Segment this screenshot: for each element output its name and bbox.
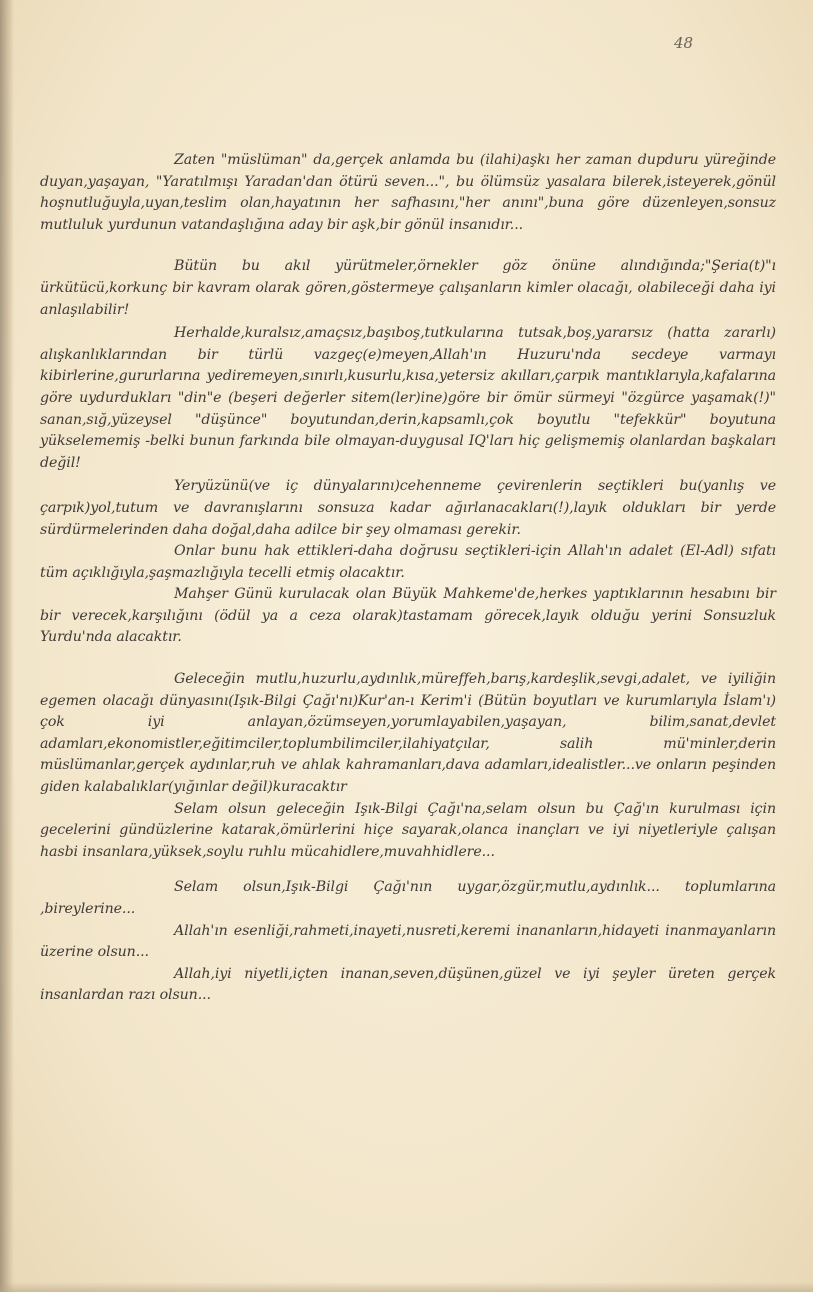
body-text	[40, 150, 776, 1007]
paragraph: Allah'ın esenliği,rahmeti,inayeti,nusreti,keremi inananların,hidayeti inanmayanların üzerine olsun...	[40, 922, 776, 961]
paragraph: Zaten "müslüman" da,gerçek anlamda bu (ilahi)aşkı her zaman dupduru yüreğinde duyan,yaşayan, "Yaratılmışı Yaradan'dan ötürü seven...", bu ölümsüz yasalara bilerek,isteyerek,gönül hoşnutluğuyla,uyan,teslim olan,hayatının her safhasını,"her anını",buna göre düzenleyen,sonsuz mutluluk yurdunun vatandaşlığına aday bir aşk,bir gönül insanıdır...	[40, 152, 776, 233]
paragraph: Yeryüzünü(ve iç dünyalarını)cehenneme çevirenlerin seçtikleri bu(yanlış ve çarpık)yol,tutum ve davranışlarını sonsuza kadar ağırlanacakları(!),layık oldukları bir yerde sürdürmelerinden daha doğal,daha adilce bir şey olmaması gerekir.	[40, 478, 776, 538]
paragraph: Herhalde,kuralsız,amaçsız,başıboş,tutkularına tutsak,boş,yararsız (hatta zararlı) alışkanlıklarından bir türlü vazgeç(e)meyen,Allah'ın Huzuru'nda secdeye varmayı kibirlerine,gururlarına yediremeyen,sınırlı,kusurlu,kısa,yetersiz akılları,çarpık mantıklarıyla,kafalarına göre uydurdukları "din"e (beşeri değerler sitem(ler)ine)göre bir ömür sürmeyi "özgürce yaşamak(!)" sanan,sığ,yüzeysel "düşünce" boyutundan,derin,kapsamlı,çok boyutlu "tefekkür" boyutuna yükselememiş -belki bunun farkında bile olmayan-duygusal IQ'ları hiç gelişmemiş olanlardan başkaları değil!	[40, 325, 776, 471]
paragraph: Onlar bunu hak ettikleri-daha doğrusu seçtikleri-için Allah'ın adalet (El-Adl) sıfatı tüm açıklığıyla,şaşmazlığıyla tecelli etmiş olacaktır.	[40, 543, 776, 581]
paragraph: Geleceğin mutlu,huzurlu,aydınlık,müreffeh,barış,kardeşlik,sevgi,adalet, ve iyiliğin egemen olacağı dünyasını(Işık-Bilgi Çağı'nı)Kur'an-ı Kerim'i (Bütün boyutları ve kurumlarıyla İslam'ı) çok iyi anlayan,özümseyen,yorumlayabilen,yaşayan, bilim,sanat,devlet adamları,ekonomistler,eğitimciler,toplumbilimciler,ilahiyatçılar, salih mü'minler,derin müslümanlar,gerçek aydınlar,ruh ve ahlak kahramanları,dava adamları,idealistler...ve onların peşinden giden kalabalıklar(yığınlar değil)kuracaktır	[40, 671, 776, 796]
paragraph: Selam olsun geleceğin Işık-Bilgi Çağı'na,selam olsun bu Çağ'ın kurulması için gecelerini gündüzlerine katarak,ömürlerini hiçe sayarak,olanca inançları ve iyi niyetleriyle çalışan hasbi insanlara,yüksek,soylu ruhlu mücahidlere,muvahhidlere...	[40, 800, 776, 860]
page-number: 48	[674, 34, 694, 52]
paragraph: Allah,iyi niyetli,içten inanan,seven,düşünen,güzel ve iyi şeyler üreten gerçek insanlardan razı olsun...	[40, 965, 776, 1004]
paragraph: Selam olsun,Işık-Bilgi Çağı'nın uygar,özgür,mutlu,aydınlık... toplumlarına ,bireylerine...	[40, 879, 776, 917]
paragraph: Bütün bu akıl yürütmeler,örnekler göz önüne alındığında;"Şeria(t)"ı ürkütücü,korkunç bir kavram olarak gören,göstermeye çalışanların kimler olacağı, olabileceği daha iyi anlaşılabilir!	[40, 258, 776, 318]
paragraph: Mahşer Günü kurulacak olan Büyük Mahkeme'de,herkes yaptıklarının hesabını bir bir verecek,karşılığını (ödül ya a ceza olarak)tastamam görecek,layık olduğu yerini Sonsuzluk Yurdu'nda alacaktır.	[40, 586, 776, 646]
